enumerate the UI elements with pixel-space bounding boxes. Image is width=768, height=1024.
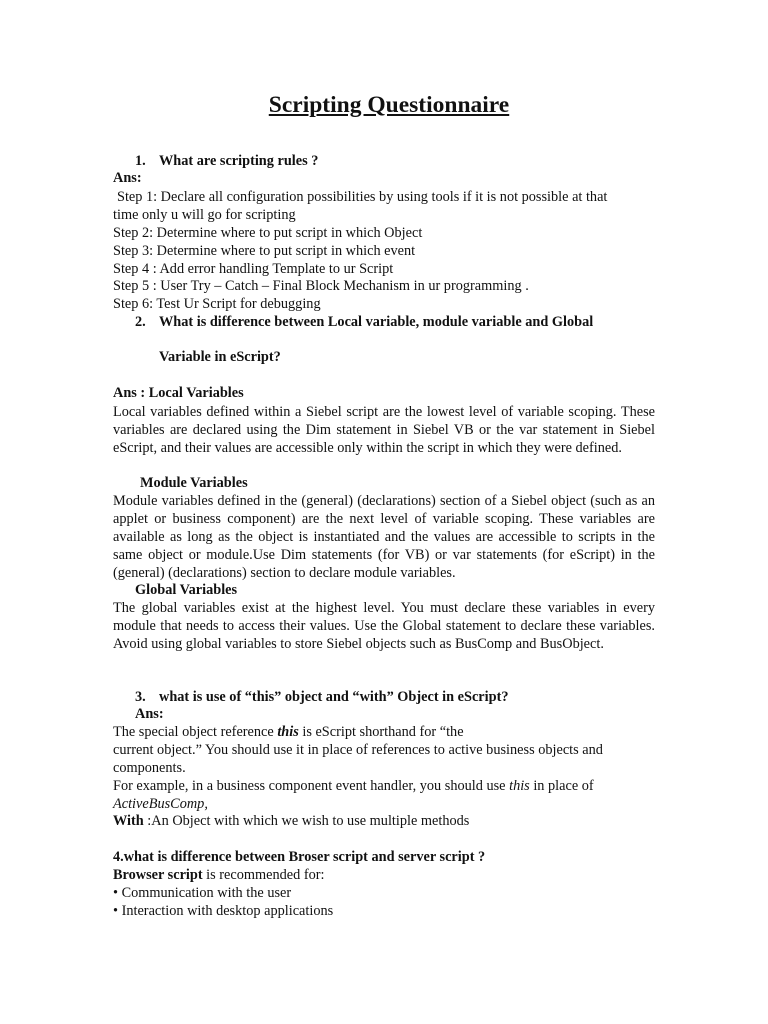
q2-ans-label: Ans : Local Variables — [113, 385, 244, 401]
q2-global-heading: Global Variables — [135, 582, 238, 598]
q1-step4: Step 4 : Add error handling Template to ur Script — [113, 261, 394, 277]
q1-step2: Step 2: Determine where to put script in which Object — [113, 225, 423, 241]
q3-line1: The special object reference this is eScript shorthand for “the — [113, 724, 464, 740]
q2-module-text: Module variables defined in the (general) (declarations) section of a Siebel object (such as an applet or business component) are the next level of variable scoping. These variables are available as long as the object is instantiated and the values are accessible to scripts in the same object or module.Use Dim statements (for VB) or var statements (for eScript) in the (general) (declarations) section to declare module variables. — [113, 493, 655, 581]
q1-ans-label: Ans: — [113, 170, 142, 186]
q4-question: 4.what is difference between Broser script and server script ? — [113, 849, 486, 865]
q3-with-line: With :An Object with which we wish to use multiple methods — [113, 813, 470, 829]
q4-bullet-1: • Communication with the user — [113, 885, 292, 901]
with-label: With — [113, 813, 144, 829]
q1-step1-line1: Step 1: Declare all configuration possibilities by using tools if it is not possible at that — [117, 189, 608, 205]
q1-step6: Step 6: Test Ur Script for debugging — [113, 296, 321, 312]
q2-question-line2: Variable in eScript? — [159, 349, 281, 365]
q4-bullet-2: • Interaction with desktop applications — [113, 903, 334, 919]
this-keyword-italic: this — [509, 778, 530, 794]
q1-question: What are scripting rules ? — [159, 153, 319, 169]
q3-ans-label: Ans: — [135, 706, 164, 722]
q3-number: 3. — [135, 689, 146, 705]
q1-number: 1. — [135, 153, 146, 169]
q2-global-text: The global variables exist at the highest level. You must declare these variables in every module that needs to access their values. Use the Global statement to declare these variables. Avoid using global variables to store Siebel objects such as BusComp and BusObject. — [113, 600, 655, 652]
q3-question: what is use of “this” object and “with” Object in eScript? — [159, 689, 509, 705]
q1-step1-line2: time only u will go for scripting — [113, 207, 296, 223]
browser-script-label: Browser script — [113, 867, 203, 883]
q4-browser-line: Browser script is recommended for: — [113, 867, 325, 883]
q2-local-text: Local variables defined within a Siebel script are the lowest level of variable scoping. These variables are declared using the Dim statement in Siebel VB or the var statement in Siebel eScript, and their values are accessible only within the script in which they were defined. — [113, 404, 655, 456]
page-title: Scripting Questionnaire — [268, 92, 510, 118]
q1-step3: Step 3: Determine where to put script in which event — [113, 243, 416, 259]
this-keyword: this — [277, 724, 299, 740]
q3-line2: current object.” You should use it in place of references to active business objects and — [113, 742, 603, 758]
q2-question-line1: What is difference between Local variable, module variable and Global — [159, 314, 594, 330]
q3-line3: components. — [113, 760, 186, 776]
q2-module-heading: Module Variables — [140, 475, 248, 491]
q3-line4: For example, in a business component event handler, you should use this in place of — [113, 778, 594, 794]
q2-number: 2. — [135, 314, 146, 330]
q3-line5: ActiveBusComp, — [113, 796, 208, 812]
q1-step5: Step 5 : User Try – Catch – Final Block Mechanism in ur programming . — [113, 278, 529, 294]
